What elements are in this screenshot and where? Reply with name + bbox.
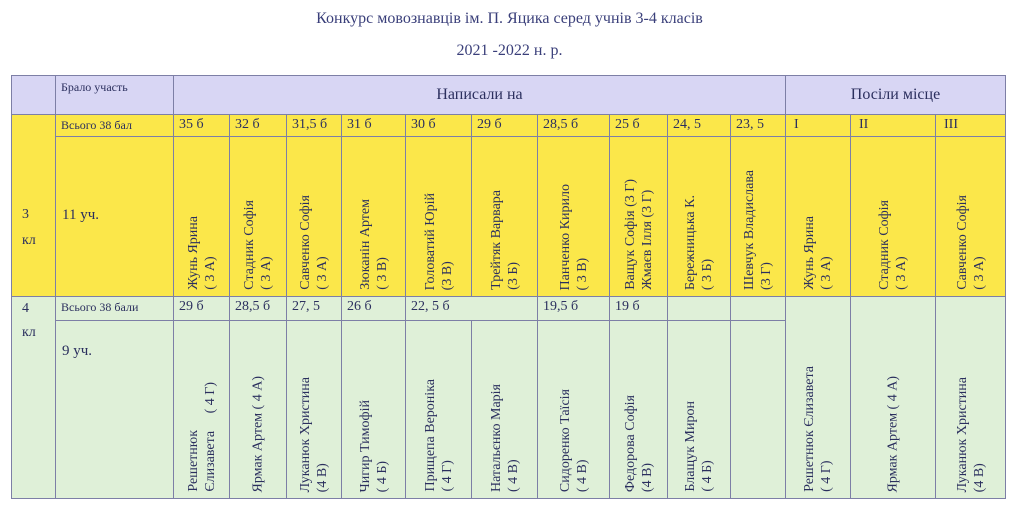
grade4-name-cell: [341, 320, 406, 499]
grade3-participant-name: Бережницька К. ( 3 Б): [683, 194, 715, 290]
grade4-score-cell: [405, 296, 538, 321]
header-took-place-cell: [785, 75, 1006, 115]
grade3-score-cell: [537, 114, 610, 137]
grade4-score-cell: [667, 296, 731, 321]
grade4-score-cell: [609, 296, 668, 321]
grade4-winner-name: Ярмак Артем ( 4 А): [885, 375, 901, 492]
grade3-participant-name: Стадник Софія ( 3 А): [242, 200, 274, 290]
grade4-name-cell: [286, 320, 342, 499]
grade3-students: 11 уч.: [62, 207, 99, 223]
header-participated: Брало участь: [61, 80, 128, 94]
grade3-score: 31 б: [347, 117, 372, 132]
grade4-participant-name: Натальєнко Марія ( 4 В): [488, 383, 521, 492]
grade4-winner-cell: [935, 296, 1006, 499]
grade3-name-cell: [609, 136, 668, 297]
grade4-name-cell: [229, 320, 287, 499]
grade3-place-cell: [850, 114, 936, 137]
header-wrote-on: Написали на: [436, 86, 523, 103]
grade3-score: 31,5 б: [292, 117, 328, 132]
grade4-participant-name: Решетнюк Єлизавета ( 4 Г): [185, 382, 218, 492]
grade3-score-cell: [173, 114, 230, 137]
grade4-score: 19,5 б: [543, 299, 579, 314]
grade4-name-cell: [537, 320, 610, 499]
grade4-suffix: кл: [22, 325, 36, 340]
grade3-score-cell: [405, 114, 472, 137]
grade4-name-cell: [609, 320, 668, 499]
grade3-students-cell: [55, 136, 174, 297]
grade3-participant-name: Ващук Софія (3 Г) Жмаєв Ілля (3 Г): [622, 179, 655, 290]
grade3-winner-cell: [935, 136, 1006, 297]
grade4-participant-name: Прищепа Вероніка ( 4 Г): [422, 379, 455, 492]
grade4-participant-name: Федорова Софія (4 В): [622, 394, 655, 492]
header-wrote-on-cell: [173, 75, 786, 115]
grade4-name-cell: [173, 320, 230, 499]
document-title: Конкурс мовознавців ім. П. Яцика серед учнів 3-4 класів: [316, 10, 703, 27]
grade4-participant-name: Чигир Тимофій ( 4 Б): [357, 399, 390, 492]
grade3-score: 29 б: [477, 117, 502, 132]
grade3-winner-name: Жунь Ярина ( 3 А): [802, 216, 834, 290]
grade3-score-cell: [471, 114, 538, 137]
grade3-place-cell: [935, 114, 1006, 137]
header-participated-cell: [55, 75, 174, 115]
document-subtitle: 2021 -2022 н. р.: [456, 42, 563, 59]
grade3-score-cell: [341, 114, 406, 137]
grade3-suffix: кл: [22, 233, 36, 248]
grade3-participant-name: Жунь Ярина ( 3 А): [185, 216, 218, 290]
grade3-winner-name: Стадник Софія ( 3 А): [877, 200, 909, 290]
grade4-score-cell: [229, 296, 287, 321]
grade4-participant-name: Ярмак Артем ( 4 А): [250, 375, 266, 492]
grade3-participant-name: Зюканін Артем ( 3 В): [357, 199, 390, 290]
grade3-score-cell: [286, 114, 342, 137]
grade4-score: 19 б: [615, 299, 640, 314]
grade4-score-cell: [286, 296, 342, 321]
grade4-participant-name: Сидоренко Таїсія ( 4 В): [557, 388, 590, 492]
grade4-score-cell: [173, 296, 230, 321]
grade4-participant-name: Луканюк Христина (4 В): [298, 376, 330, 492]
grade3-number: 3: [22, 207, 29, 222]
place-label: I: [794, 117, 799, 132]
grade3-name-cell: [173, 136, 230, 297]
header-blank-cell: [11, 75, 56, 115]
grade4-name-cell: [405, 320, 472, 499]
grade4-label-cell: [11, 296, 56, 499]
grade4-number: 4: [22, 301, 29, 316]
grade3-score: 24, 5: [673, 117, 701, 132]
grade3-total: Всього 38 бал: [61, 118, 132, 132]
grade4-score: 26 б: [347, 299, 372, 314]
grade3-participant-name: Шевчук Владислава (3 Г): [742, 170, 774, 290]
grade3-participant-name: Савченко Софія ( 3 А): [298, 195, 330, 290]
place-label: II: [859, 117, 869, 132]
grade3-score-cell: [730, 114, 786, 137]
grade3-winner-cell: [850, 136, 936, 297]
grade3-score-cell: [609, 114, 668, 137]
grade3-score: 30 б: [411, 117, 436, 132]
grade3-score: 32 б: [235, 117, 260, 132]
grade3-name-cell: [471, 136, 538, 297]
grade3-name-cell: [537, 136, 610, 297]
grade3-score: 28,5 б: [543, 117, 579, 132]
grade3-score-cell: [667, 114, 731, 137]
grade4-score-cell: [537, 296, 610, 321]
grade3-label-cell: [11, 114, 56, 297]
grade4-score: 22, 5 б: [411, 299, 450, 314]
grade4-score: 27, 5: [292, 299, 320, 314]
grade3-name-cell: [667, 136, 731, 297]
header-took-place: Посіли місце: [850, 86, 941, 103]
grade3-name-cell: [229, 136, 287, 297]
grade4-students: 9 уч.: [62, 343, 93, 359]
grade3-winner-name: Савченко Софія ( 3 А): [954, 195, 987, 290]
grade4-total: Всього 38 бали: [61, 300, 139, 314]
grade3-winner-cell: [785, 136, 851, 297]
place-label: III: [944, 117, 958, 132]
grade4-students-cell: [55, 320, 174, 499]
grade3-score: 35 б: [179, 117, 204, 132]
grade4-score: 28,5 б: [235, 299, 271, 314]
grade4-score-cell: [341, 296, 406, 321]
grade4-total-cell: [55, 296, 174, 321]
grade3-place-cell: [785, 114, 851, 137]
grade4-name-cell: [667, 320, 731, 499]
grade4-winner-name: Луканюк Христина (4 В): [954, 376, 987, 492]
grade3-score: 25 б: [615, 117, 640, 132]
grade3-name-cell: [405, 136, 472, 297]
grade3-name-cell: [730, 136, 786, 297]
grade4-participant-name: Блащук Мирон ( 4 Б): [683, 401, 715, 492]
grade4-winner-cell: [785, 296, 851, 499]
grade3-score: 23, 5: [736, 117, 764, 132]
grade3-participant-name: Панченко Кирило ( 3 В): [557, 183, 590, 290]
grade3-participant-name: Головатий Юрій (3 В): [422, 192, 455, 290]
grade4-score-cell: [730, 296, 786, 321]
grade4-score: 29 б: [179, 299, 204, 314]
grade4-winner-cell: [850, 296, 936, 499]
grade3-score-cell: [229, 114, 287, 137]
grade4-name-cell: [471, 320, 538, 499]
grade3-name-cell: [341, 136, 406, 297]
grade3-participant-name: Трейтяк Варвара (3 Б): [488, 190, 521, 290]
grade4-name-cell: [730, 320, 786, 499]
grade4-winner-name: Решетнюк Єлизавета ( 4 Г): [802, 366, 834, 492]
grade3-total-cell: [55, 114, 174, 137]
grade3-name-cell: [286, 136, 342, 297]
